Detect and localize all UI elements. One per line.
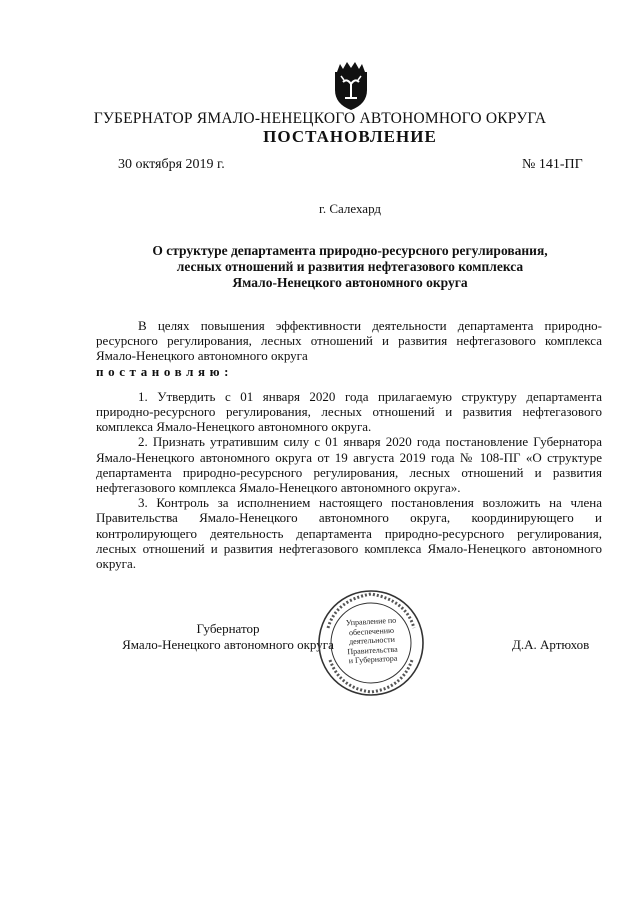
document-subject <box>120 243 580 291</box>
authority-heading: ГУБЕРНАТОР ЯМАЛО-НЕНЕЦКОГО АВТОНОМНОГО ОКРУГА <box>93 110 547 127</box>
subject-line: О структуре департамента природно-ресурсного регулирования, <box>152 243 548 258</box>
item-paragraph: 3. Контроль за исполнением настоящего постановления возложить на члена Правительства Ямало-Ненецкого автономного округа, координирующего и контролирующего деятельность департамента природно-ресурсного регулирования, лесных отношений и развития нефтегазового комплекса Ямало-Ненецкого автономного округа. <box>96 495 602 572</box>
stamp-line: обеспечению <box>348 625 395 637</box>
signatory-name: Д.А. Артюхов <box>512 637 590 652</box>
document-number: № 141-ПГ <box>522 157 583 172</box>
preamble-paragraph <box>96 318 602 364</box>
decree-line <box>96 364 602 379</box>
document-date: 30 октября 2019 г. <box>118 157 225 172</box>
item-paragraph: 1. Утвердить с 01 января 2020 года прилагаемую структуру департамента природно-ресурсного регулирования, лесных отношений и развития нефтегазового комплекса Ямало-Ненецкого автономного округа. <box>96 388 602 435</box>
document-city: г. Салехард <box>318 201 382 216</box>
document-type-title: ПОСТАНОВЛЕНИЕ <box>263 127 437 146</box>
signatory-title-line: Ямало-Ненецкого автономного округа <box>122 637 334 652</box>
stamp-line: Управление по <box>345 615 397 628</box>
subject-line: лесных отношений и развития нефтегазового комплекса <box>176 259 524 274</box>
stamp-inscription <box>335 615 409 666</box>
subject-line: Ямало-Ненецкого автономного округа <box>232 275 468 290</box>
decree-word: постановляю: <box>96 363 234 379</box>
signatory-title-line: Губернатор <box>196 621 260 636</box>
coat-of-arms-icon <box>329 60 373 112</box>
stamp-line: Правительства <box>347 644 398 656</box>
item-paragraph: 2. Признать утратившим силу с 01 января 2020 года постановление Губернатора Ямало-Ненецкого автономного округа от 19 августа 2019 года № 108-ПГ «О структуре департамента природно-ресурсного регулирования, лесных отношений и развития нефтегазового комплекса Ямало-Ненецкого автономного округа». <box>96 434 602 496</box>
document-body <box>96 318 602 571</box>
stamp-line: и Губернатора <box>348 653 398 666</box>
preamble-text: В целях повышения эффективности деятельности департамента природно-ресурсного регулирования, лесных отношений и развития нефтегазового комплекса Ямало-Ненецкого автономного округа <box>96 318 602 364</box>
stamp-line: деятельности <box>348 634 396 647</box>
